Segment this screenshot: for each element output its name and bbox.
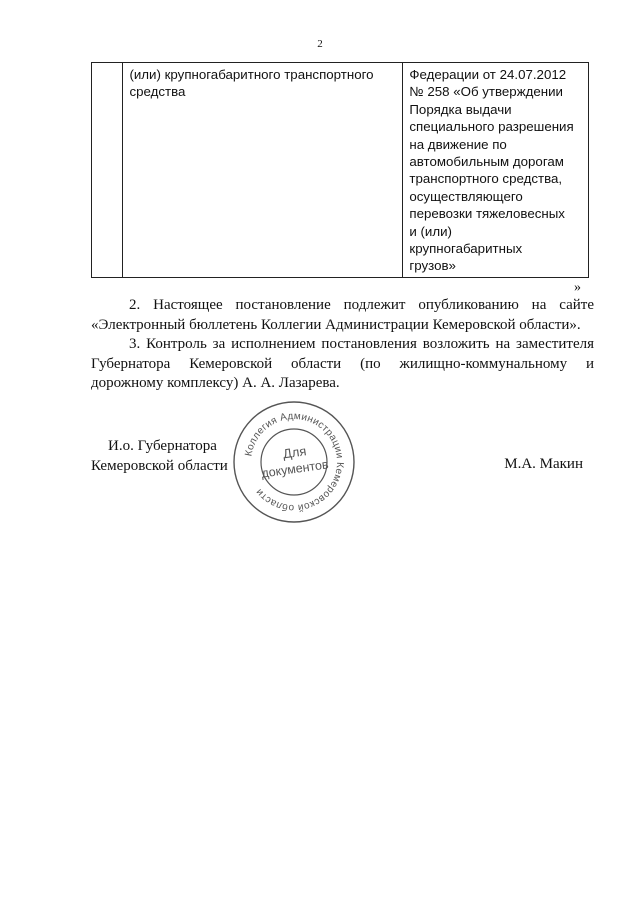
signatory-title-line: И.о. Губернатора bbox=[108, 438, 217, 454]
row-number-cell bbox=[92, 63, 123, 278]
cell-text-line: транспортного средства, bbox=[409, 171, 563, 187]
stamp-center-text: документов bbox=[260, 457, 330, 481]
cell-text-line: средства bbox=[129, 84, 186, 100]
cell-text-line: на движение по bbox=[409, 136, 507, 152]
signatory-title-line: Кемеровской области bbox=[91, 458, 228, 474]
paragraph-line: «Электронный бюллетень Коллегии Администрации Кемеровской области». bbox=[91, 316, 581, 333]
paragraph-line: Губернатора Кемеровской области (по жилищно-коммунальному и bbox=[91, 355, 594, 372]
signatory-title bbox=[91, 436, 228, 476]
cell-text-line: крупногабаритных bbox=[409, 241, 523, 257]
cell-text-line: специального разрешения bbox=[409, 119, 574, 135]
service-name-cell bbox=[123, 63, 403, 278]
cell-text-line: автомобильным дорогам bbox=[409, 154, 564, 170]
cell-text-line: и (или) bbox=[409, 223, 452, 239]
paragraph-publication bbox=[91, 296, 594, 335]
cell-text-line: перевозки тяжеловесных bbox=[409, 206, 565, 222]
cell-text-line: осуществляющего bbox=[409, 188, 523, 204]
paragraph-line: 2. Настоящее постановление подлежит опубликованию на сайте bbox=[129, 297, 594, 313]
legal-basis-cell bbox=[403, 63, 589, 278]
cell-text-line: грузов» bbox=[409, 258, 456, 274]
closing-quote: » bbox=[574, 280, 581, 295]
table-row bbox=[92, 63, 589, 278]
signatory-name: М.А. Макин bbox=[504, 456, 583, 472]
page-number: 2 bbox=[317, 38, 323, 50]
stamp-ring-text: Коллегия Администрации Кемеровской области bbox=[243, 410, 346, 514]
cell-text-line: Порядка выдачи bbox=[409, 101, 512, 117]
paragraph-control bbox=[91, 335, 594, 394]
official-stamp bbox=[227, 400, 361, 524]
cell-text-line: Федерации от 24.07.2012 bbox=[409, 67, 567, 82]
paragraph-line: дорожному комплексу) А. А. Лазарева. bbox=[91, 375, 340, 391]
paragraph-line: 3. Контроль за исполнением постановления возложить на заместителя bbox=[129, 336, 594, 352]
stamp-center-text: Для bbox=[282, 443, 308, 462]
cell-text-line: (или) крупногабаритного транспортного bbox=[129, 67, 374, 82]
continuation-table bbox=[91, 62, 589, 278]
cell-text-line: № 258 «Об утверждении bbox=[409, 84, 563, 100]
